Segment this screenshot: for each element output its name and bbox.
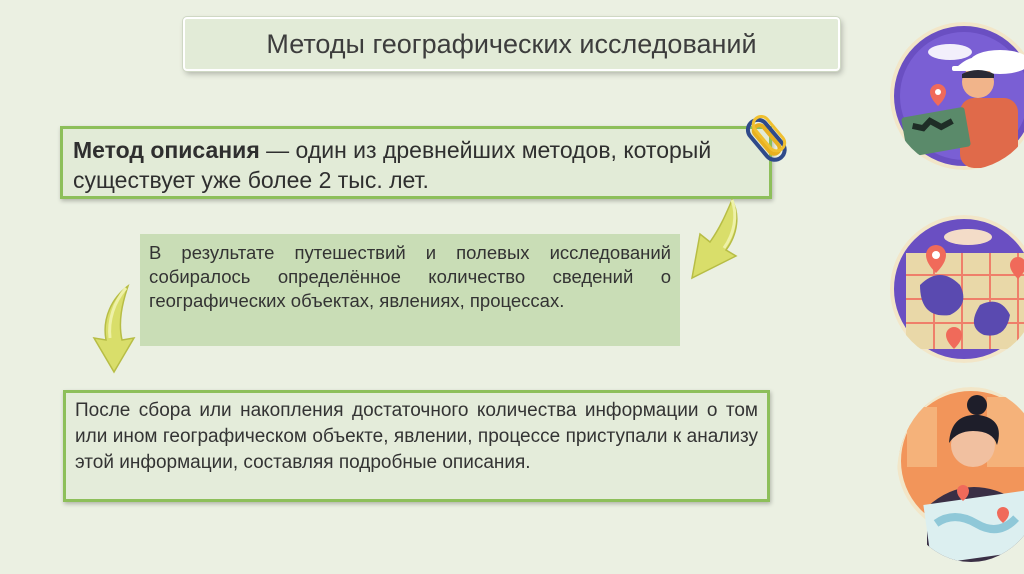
paperclip-icon [740,108,800,168]
page-title [183,17,840,71]
analysis-text: После сбора или накопления достаточного количества информации о том или ином географическом объекте, явлении, процессе приступали к анализу этой информации, составляя подробные описания. [75,400,758,473]
definition-text: — один из древнейших методов, который существует уже более 2 тыс. лет. [73,137,712,193]
map-illustration [890,215,1024,363]
arrow-down-icon [76,282,140,374]
definition-term: Метод описания [73,137,260,163]
researcher-illustration [897,387,1024,562]
info-text: В результате путешествий и полевых исследований собиралось определённое количество сведений о географических объектах, явлениях, процессах. [149,242,671,311]
analysis-box [63,390,770,502]
page-title-text: Методы географических исследований [266,28,757,59]
arrow-down-left-icon [680,194,750,284]
explorer-illustration [890,22,1024,170]
definition-box [60,126,772,199]
info-box [140,234,680,346]
